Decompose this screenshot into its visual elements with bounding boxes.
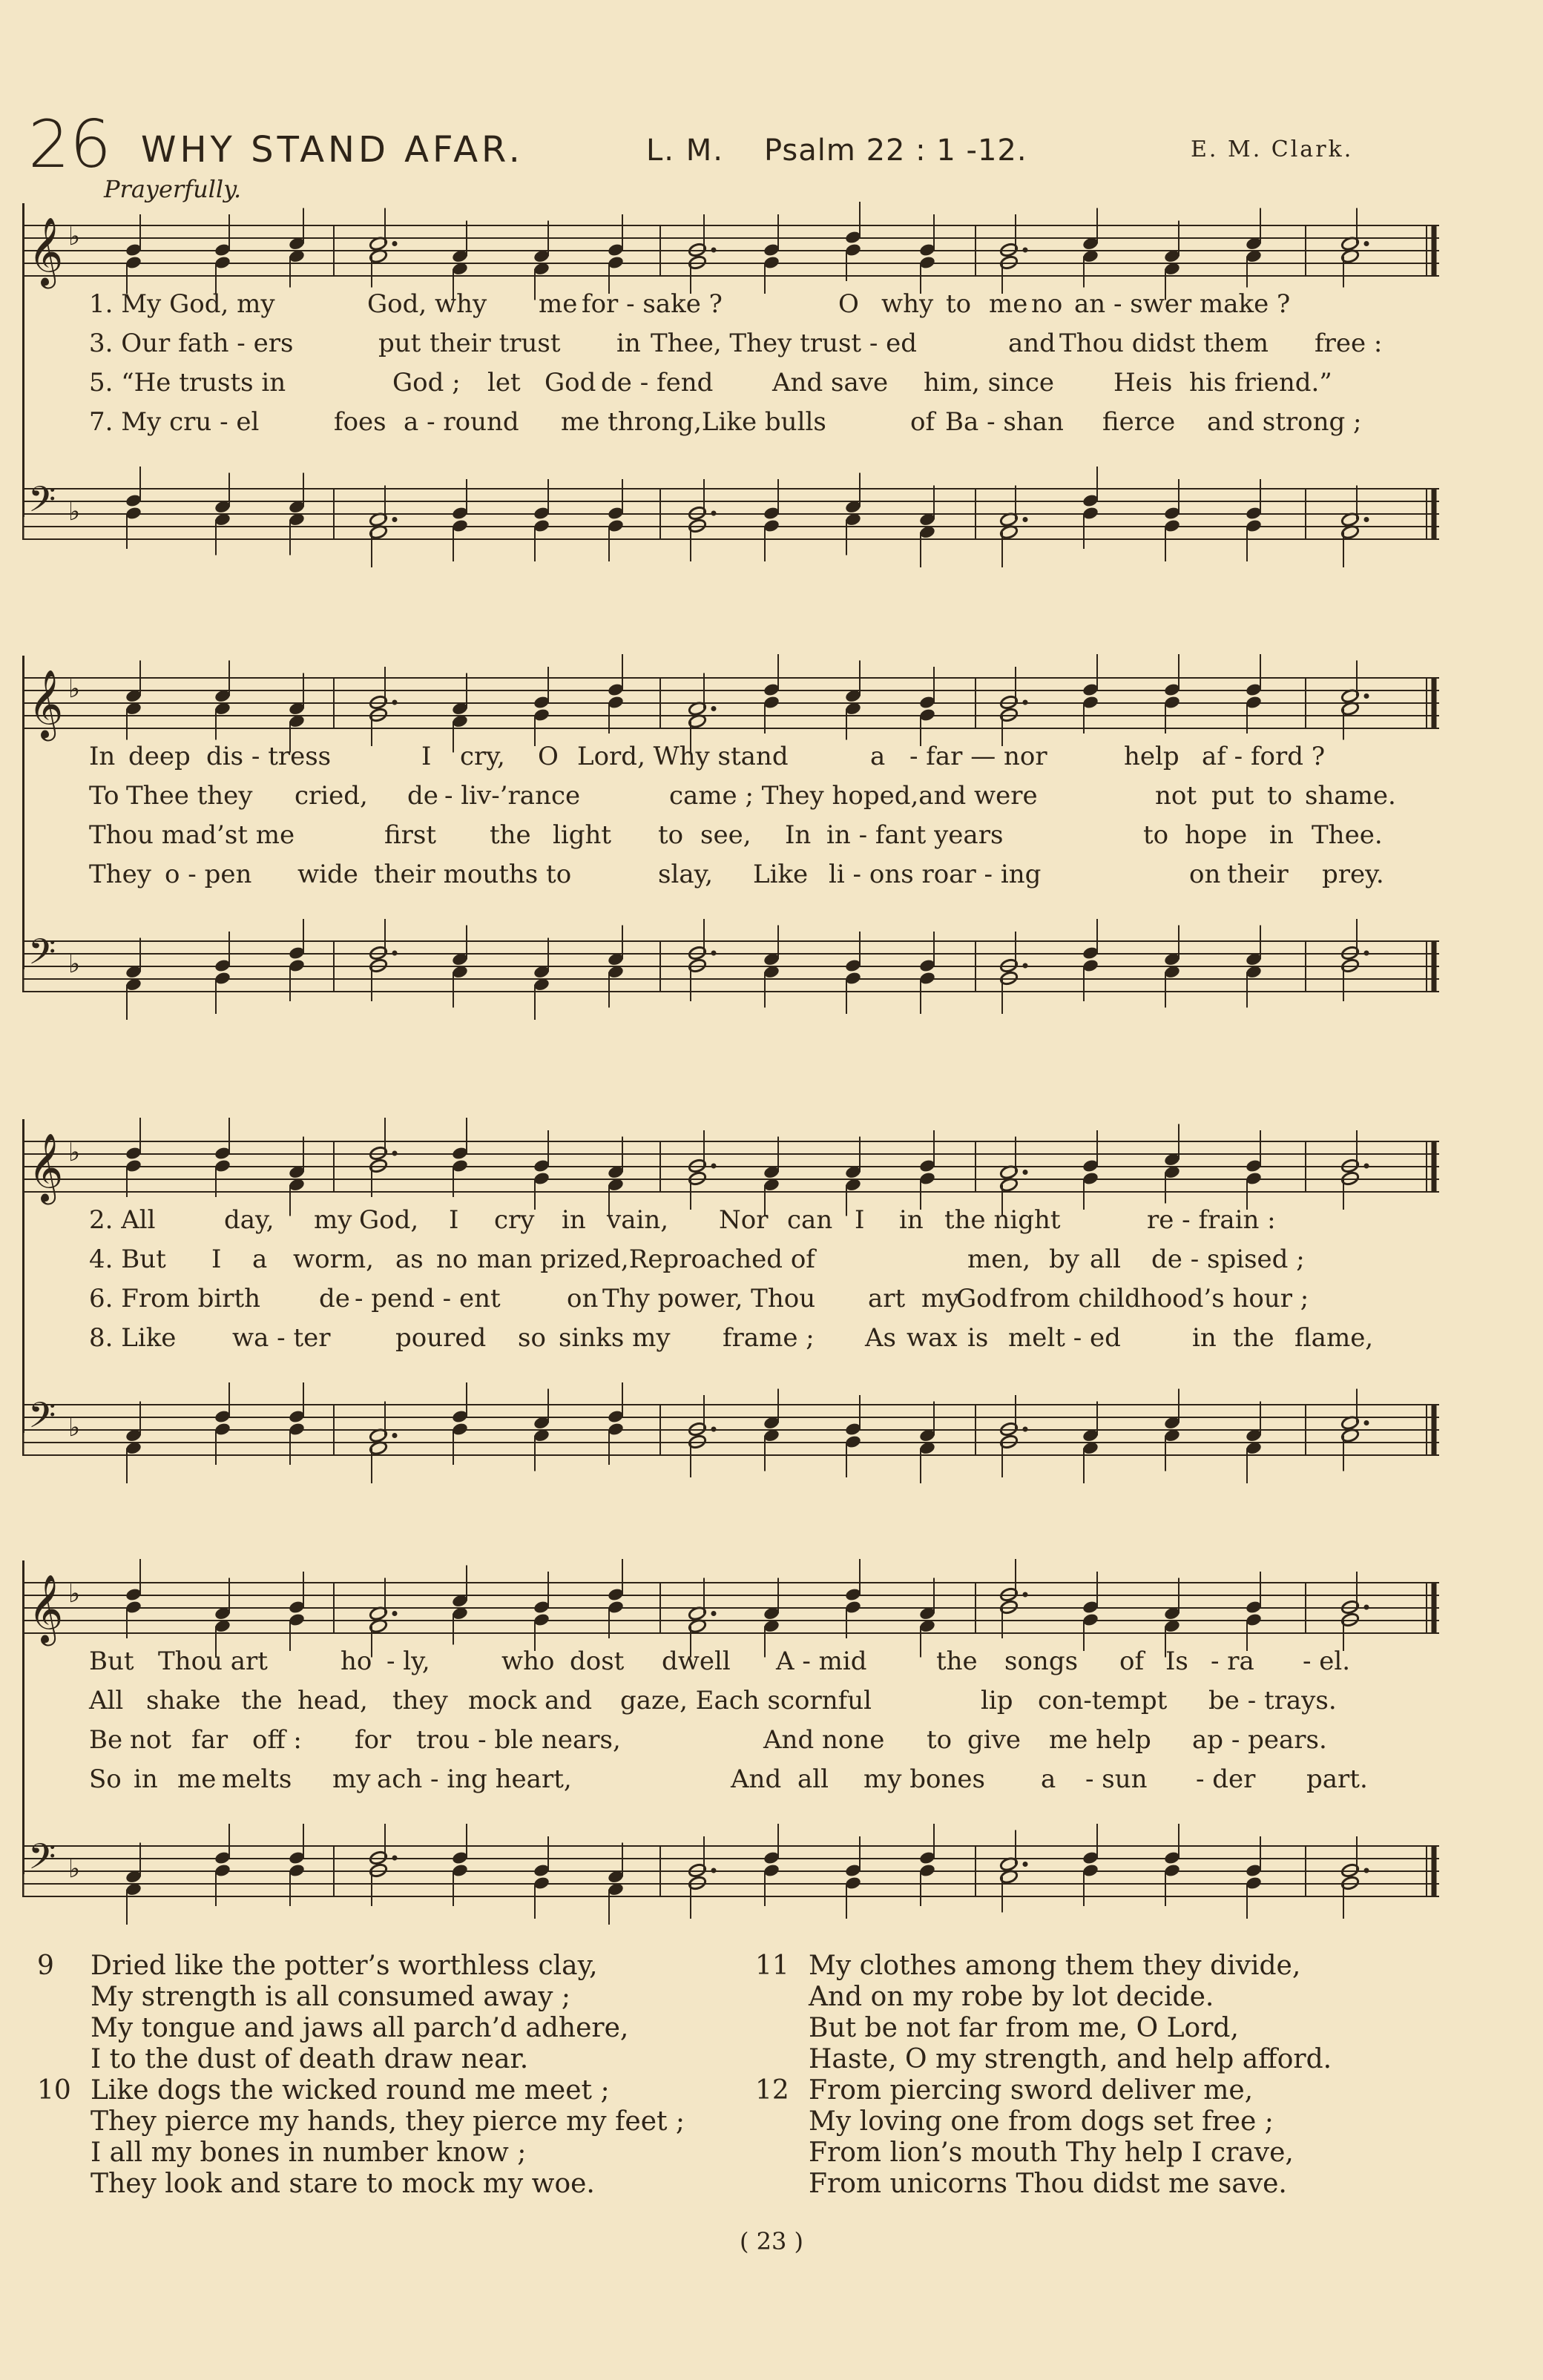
lyric-syllable: 2. All [89, 1205, 156, 1235]
verse-number: 9 [37, 1951, 54, 1981]
lyric-syllable: my [332, 1764, 371, 1794]
lyric-syllable: on [1189, 860, 1221, 889]
svg-text:𝄞: 𝄞 [28, 1574, 64, 1643]
lyric-syllable: re - frain : [1147, 1205, 1276, 1235]
lyric-syllable: of [910, 407, 935, 437]
lyric-syllable: for [355, 1725, 392, 1755]
lyric-syllable: ho [340, 1646, 372, 1676]
lyric-syllable: Thy power, Thou [602, 1284, 816, 1313]
lyric-syllable: cry [494, 1205, 535, 1235]
lyric-line [22, 1284, 1439, 1322]
lyric-syllable: O [538, 742, 559, 771]
lyric-syllable: They [89, 860, 151, 889]
lyric-syllable: me help [1049, 1725, 1151, 1755]
lyric-syllable: All [89, 1686, 124, 1715]
svg-text:♭: ♭ [68, 1138, 81, 1167]
lyric-syllable: and strong ; [1207, 407, 1362, 437]
lyric-syllable: an - swer make ? [1074, 289, 1291, 319]
verse-number: 12 [755, 2075, 789, 2106]
lyric-syllable: Thee they [126, 781, 253, 811]
lyric-syllable: de [319, 1284, 350, 1313]
lyric-syllable: help [1124, 742, 1180, 771]
lyric-syllable: the [490, 820, 531, 850]
lyric-line [22, 1245, 1439, 1283]
music-system [22, 1116, 1439, 1443]
lyric-syllable: be - trays. [1208, 1686, 1337, 1715]
bass-staff [22, 464, 1439, 529]
lyric-syllable: the [1233, 1323, 1274, 1353]
lyric-syllable: Be [89, 1725, 123, 1755]
lyric-syllable: me [989, 289, 1028, 319]
lyric-syllable: prey. [1322, 860, 1384, 889]
lyric-syllable: the night [944, 1205, 1061, 1235]
svg-text:𝄢: 𝄢 [28, 1394, 56, 1445]
treble-staff [22, 653, 1439, 738]
page-number: ( 23 ) [739, 2227, 804, 2255]
lyric-syllable: dost [570, 1646, 625, 1676]
lyric-syllable: in [1192, 1323, 1217, 1353]
lyric-syllable: to [1267, 781, 1293, 811]
lyric-line [22, 368, 1439, 406]
lyric-syllable: frame ; [723, 1323, 815, 1353]
lyric-syllable: deep [128, 742, 191, 771]
lyric-syllable: - sun [1085, 1764, 1148, 1794]
lyric-syllable: slay, [658, 860, 714, 889]
svg-text:♭: ♭ [68, 497, 81, 527]
lyric-syllable: Is [1165, 1646, 1188, 1676]
lyric-syllable: to [658, 820, 684, 850]
lyric-syllable: - ra [1211, 1646, 1254, 1676]
lyric-syllable: And save [772, 368, 889, 398]
lyric-syllable: - far — nor [909, 742, 1047, 771]
lyric-syllable: in [899, 1205, 924, 1235]
lyric-syllable: So [89, 1764, 122, 1794]
lyric-syllable: is [1151, 368, 1173, 398]
lyric-syllable: give [967, 1725, 1021, 1755]
lyric-syllable: O [838, 289, 859, 319]
lyric-syllable: for - sake ? [582, 289, 723, 319]
lyric-syllable: o - pen [165, 860, 252, 889]
lyric-syllable: To [89, 781, 119, 811]
lyric-syllable: Thou didst them [1059, 329, 1269, 358]
lyric-syllable: de - fend [601, 368, 714, 398]
lyric-syllable: Like [753, 860, 809, 889]
verse-line: From unicorns Thou didst me save. [809, 2169, 1287, 2199]
lyric-syllable: songs [1004, 1646, 1079, 1676]
lyric-line [22, 407, 1439, 446]
lyric-syllable: wax [907, 1323, 958, 1353]
lyric-syllable: - der [1196, 1764, 1256, 1794]
lyric-syllable: cried, [295, 781, 368, 811]
lyric-syllable: why [881, 289, 934, 319]
treble-staff [22, 200, 1439, 286]
lyric-syllable: af - ford ? [1202, 742, 1326, 771]
verse-line: Like dogs the wicked round me meet ; [91, 2075, 610, 2106]
verses-left-column [37, 1951, 705, 2200]
lyric-syllable: by [1049, 1245, 1079, 1274]
lyric-syllable: trou - ble nears, [416, 1725, 621, 1755]
lyric-syllable: - liv-’rance [444, 781, 581, 811]
verse-line: I all my bones in number know ; [91, 2137, 527, 2168]
lyric-syllable: ap - pears. [1192, 1725, 1327, 1755]
bass-staff [22, 1379, 1439, 1445]
lyric-syllable: And [731, 1764, 782, 1794]
lyric-syllable: light [553, 820, 612, 850]
lyric-line [22, 1646, 1439, 1685]
lyric-syllable: their mouths to [374, 860, 572, 889]
verse-line: Haste, O my strength, and help afford. [809, 2044, 1332, 2074]
lyric-syllable: Ba - shan [945, 407, 1064, 437]
lyric-syllable: shame. [1305, 781, 1396, 811]
music-system [22, 653, 1439, 979]
lyric-syllable: worm, [293, 1245, 374, 1274]
hymn-number: 26 [28, 106, 111, 182]
lyric-syllable: ach - ing heart, [377, 1764, 572, 1794]
lyric-syllable: is [967, 1323, 989, 1353]
svg-text:𝄞: 𝄞 [28, 1133, 64, 1201]
lyric-syllable: my [314, 1205, 352, 1235]
lyric-syllable: God ; [392, 368, 461, 398]
lyric-syllable: man prized,Reproached of [477, 1245, 815, 1274]
lyric-syllable: dis - tress [206, 742, 332, 771]
verse-line: From piercing sword deliver me, [809, 2075, 1254, 2106]
lyric-syllable: their [1227, 860, 1289, 889]
svg-text:♭: ♭ [68, 1854, 81, 1884]
lyric-syllable: 4. But [89, 1245, 166, 1274]
lyric-syllable: me throng,Like bulls [561, 407, 826, 437]
hymn-title: WHY STAND AFAR. [141, 129, 524, 171]
verse-block [755, 1951, 1423, 2075]
svg-text:♭: ♭ [68, 222, 81, 251]
lyric-syllable: day, [224, 1205, 274, 1235]
lyric-syllable: Nor [719, 1205, 769, 1235]
lyric-syllable: his friend.” [1189, 368, 1332, 398]
verse-line: My loving one from dogs set free ; [809, 2106, 1274, 2137]
lyric-syllable: de - spised ; [1151, 1245, 1305, 1274]
lyric-syllable: the [936, 1646, 978, 1676]
verse-number: 10 [37, 2075, 71, 2106]
lyric-syllable: 7. My cru - el [89, 407, 260, 437]
lyric-line [22, 1205, 1439, 1244]
lyric-syllable: melt - ed [1008, 1323, 1121, 1353]
music-system [22, 1557, 1439, 1884]
lyric-syllable: a [870, 742, 886, 771]
system-brace [22, 1560, 24, 1874]
lyric-syllable: In [785, 820, 812, 850]
svg-text:♭: ♭ [68, 1579, 81, 1609]
lyric-syllable: Thou mad’st me [89, 820, 295, 850]
lyric-syllable: in [1269, 820, 1294, 850]
bass-staff [22, 916, 1439, 981]
lyric-line [22, 1323, 1439, 1362]
lyric-syllable: can [787, 1205, 833, 1235]
svg-text:𝄢: 𝄢 [28, 478, 56, 529]
hymn-header [28, 106, 1393, 182]
lyric-syllable: dwell [662, 1646, 731, 1676]
lyric-syllable: hope [1185, 820, 1248, 850]
lyric-syllable: In [89, 742, 116, 771]
lyric-syllable: all [797, 1764, 829, 1794]
lyric-syllable: a - round [404, 407, 519, 437]
lyric-syllable: li - ons roar - ing [829, 860, 1042, 889]
lyric-syllable: I [855, 1205, 865, 1235]
composer-name: E. M. Clark. [1191, 136, 1354, 162]
lyric-syllable: A - mid [776, 1646, 867, 1676]
svg-text:♭: ♭ [68, 949, 81, 979]
svg-text:𝄞: 𝄞 [28, 669, 64, 738]
lyric-syllable: poured [395, 1323, 487, 1353]
lyric-syllable: Thee, They trust - ed [651, 329, 918, 358]
lyric-syllable: God [545, 368, 596, 398]
system-brace [22, 1119, 24, 1433]
lyric-syllable: the [241, 1686, 283, 1715]
lyric-syllable: wide [297, 860, 358, 889]
verse-line: But be not far from me, O Lord, [809, 2013, 1239, 2043]
lyric-line [22, 1686, 1439, 1724]
verse-line: My tongue and jaws all parch’d adhere, [91, 2013, 629, 2043]
lyric-syllable: - ly, [386, 1646, 430, 1676]
verse-line: From lion’s mouth Thy help I crave, [809, 2137, 1294, 2168]
lyric-syllable: 3. Our fath - ers [89, 329, 294, 358]
lyric-line [22, 781, 1439, 820]
verse-number: 11 [755, 1951, 789, 1981]
lyric-syllable: foes [334, 407, 386, 437]
system-brace [22, 656, 24, 969]
lyric-syllable: - pend - ent [355, 1284, 501, 1313]
lyric-syllable: As [865, 1323, 897, 1353]
lyric-syllable: a [252, 1245, 268, 1274]
lyric-syllable: - el. [1303, 1646, 1351, 1676]
lyric-line [22, 329, 1439, 367]
lyric-syllable: Thou art [158, 1646, 268, 1676]
lyric-syllable: vain, [607, 1205, 669, 1235]
lyric-syllable: God [956, 1284, 1008, 1313]
verse-line: My clothes among them they divide, [809, 1951, 1301, 1981]
music-system [22, 200, 1439, 527]
lyric-syllable: God, why [367, 289, 487, 319]
lyric-syllable: in [562, 1205, 586, 1235]
lyric-syllable: not [130, 1725, 172, 1755]
lyric-syllable: men, [967, 1245, 1031, 1274]
svg-text:♭: ♭ [68, 674, 81, 704]
lyric-syllable: I [449, 1205, 459, 1235]
verse-line: They look and stare to mock my woe. [91, 2169, 595, 2199]
lyric-syllable: in [616, 329, 641, 358]
lyric-syllable: sinks my [559, 1323, 671, 1353]
lyric-syllable: in [134, 1764, 158, 1794]
svg-text:♭: ♭ [68, 1413, 81, 1443]
lyric-syllable: my bones [863, 1764, 985, 1794]
lyric-syllable: far [191, 1725, 228, 1755]
lyric-syllable: who [501, 1646, 555, 1676]
lyric-syllable: my [921, 1284, 960, 1313]
verse-line: And on my robe by lot decide. [809, 1982, 1214, 2012]
lyric-syllable: to [1143, 820, 1169, 850]
lyric-syllable: 5. “He trusts in [89, 368, 286, 398]
lyric-syllable: to [927, 1725, 953, 1755]
lyric-line [22, 860, 1439, 898]
lyric-syllable: cry, [460, 742, 505, 771]
lyric-syllable: a [1041, 1764, 1056, 1794]
verse-line: I to the dust of death draw near. [91, 2044, 529, 2074]
lyric-syllable: Thee. [1312, 820, 1383, 850]
hymn-meter: L. M. [646, 133, 724, 168]
lyric-syllable: all [1090, 1245, 1122, 1274]
lyric-syllable: part. [1306, 1764, 1368, 1794]
lyric-syllable: wa - ter [232, 1323, 331, 1353]
svg-text:𝄢: 𝄢 [28, 931, 56, 981]
lyric-syllable: off : [252, 1725, 302, 1755]
bass-staff [22, 1821, 1439, 1886]
lyric-syllable: their trust [430, 329, 561, 358]
lyric-syllable: melts [222, 1764, 292, 1794]
lyric-syllable: free : [1315, 329, 1383, 358]
lyric-line [22, 1725, 1439, 1764]
lyric-syllable: shake [146, 1686, 221, 1715]
lyric-syllable: head, [297, 1686, 368, 1715]
lyric-syllable: me [539, 289, 578, 319]
lyric-syllable: art [868, 1284, 906, 1313]
lyric-syllable: de [407, 781, 438, 811]
lyric-syllable: let [487, 368, 521, 398]
lyric-line [22, 820, 1439, 859]
system-brace [22, 203, 24, 517]
lyric-syllable: fierce [1102, 407, 1176, 437]
lyric-syllable: 8. Like [89, 1323, 177, 1353]
lyric-line [22, 289, 1439, 328]
lyric-syllable: lip [981, 1686, 1013, 1715]
lyric-syllable: from childhood’s hour ; [1010, 1284, 1309, 1313]
lyric-syllable: to [946, 289, 972, 319]
lyric-syllable: no [1031, 289, 1063, 319]
lyric-syllable: not [1155, 781, 1197, 811]
lyric-syllable: first [384, 820, 437, 850]
lyric-syllable: I [211, 1245, 222, 1274]
lyric-syllable: He [1113, 368, 1151, 398]
lyric-syllable: me [177, 1764, 217, 1794]
lyric-syllable: And none [763, 1725, 885, 1755]
lyric-syllable: of [1119, 1646, 1145, 1676]
verse-line: My strength is all consumed away ; [91, 1982, 571, 2012]
lyric-syllable: con-tempt [1038, 1686, 1168, 1715]
lyric-syllable: they [392, 1686, 448, 1715]
lyric-syllable: gaze, Each scornful [620, 1686, 872, 1715]
lyric-syllable: came ; They hoped,and were [669, 781, 1038, 811]
treble-staff [22, 1116, 1439, 1201]
svg-text:𝄞: 𝄞 [28, 217, 64, 286]
lyric-syllable: as [395, 1245, 424, 1274]
verse-block [37, 1951, 705, 2075]
verse-line: They pierce my hands, they pierce my feet ; [91, 2106, 685, 2137]
lyric-line [22, 1764, 1439, 1803]
lyric-syllable: and [1008, 329, 1056, 358]
lyric-syllable: mock and [468, 1686, 593, 1715]
lyric-syllable: so [518, 1323, 546, 1353]
verses-right-column [755, 1951, 1423, 2200]
tempo-marking: Prayerfully. [104, 175, 242, 203]
lyric-syllable: in - fant years [826, 820, 1004, 850]
treble-staff [22, 1557, 1439, 1643]
lyric-syllable: God, [359, 1205, 419, 1235]
lyric-syllable: him, since [924, 368, 1055, 398]
lyric-syllable: no [436, 1245, 468, 1274]
lyric-syllable: I [421, 742, 432, 771]
verse-block [755, 2075, 1423, 2200]
lyric-syllable: 1. My God, my [89, 289, 275, 319]
lyric-syllable: on [567, 1284, 599, 1313]
scripture-reference: Psalm 22 : 1 -12. [764, 133, 1027, 168]
lyric-syllable: put [1211, 781, 1254, 811]
lyric-syllable: Lord, Why stand [577, 742, 789, 771]
verse-block [37, 2075, 705, 2200]
lyric-syllable: flame, [1294, 1323, 1374, 1353]
svg-text:𝄢: 𝄢 [28, 1836, 56, 1886]
lyric-syllable: 6. From birth [89, 1284, 261, 1313]
lyric-line [22, 742, 1439, 780]
verse-line: Dried like the potter’s worthless clay, [91, 1951, 598, 1981]
lyric-syllable: put [378, 329, 421, 358]
lyric-syllable: But [89, 1646, 134, 1676]
lyric-syllable: see, [700, 820, 751, 850]
